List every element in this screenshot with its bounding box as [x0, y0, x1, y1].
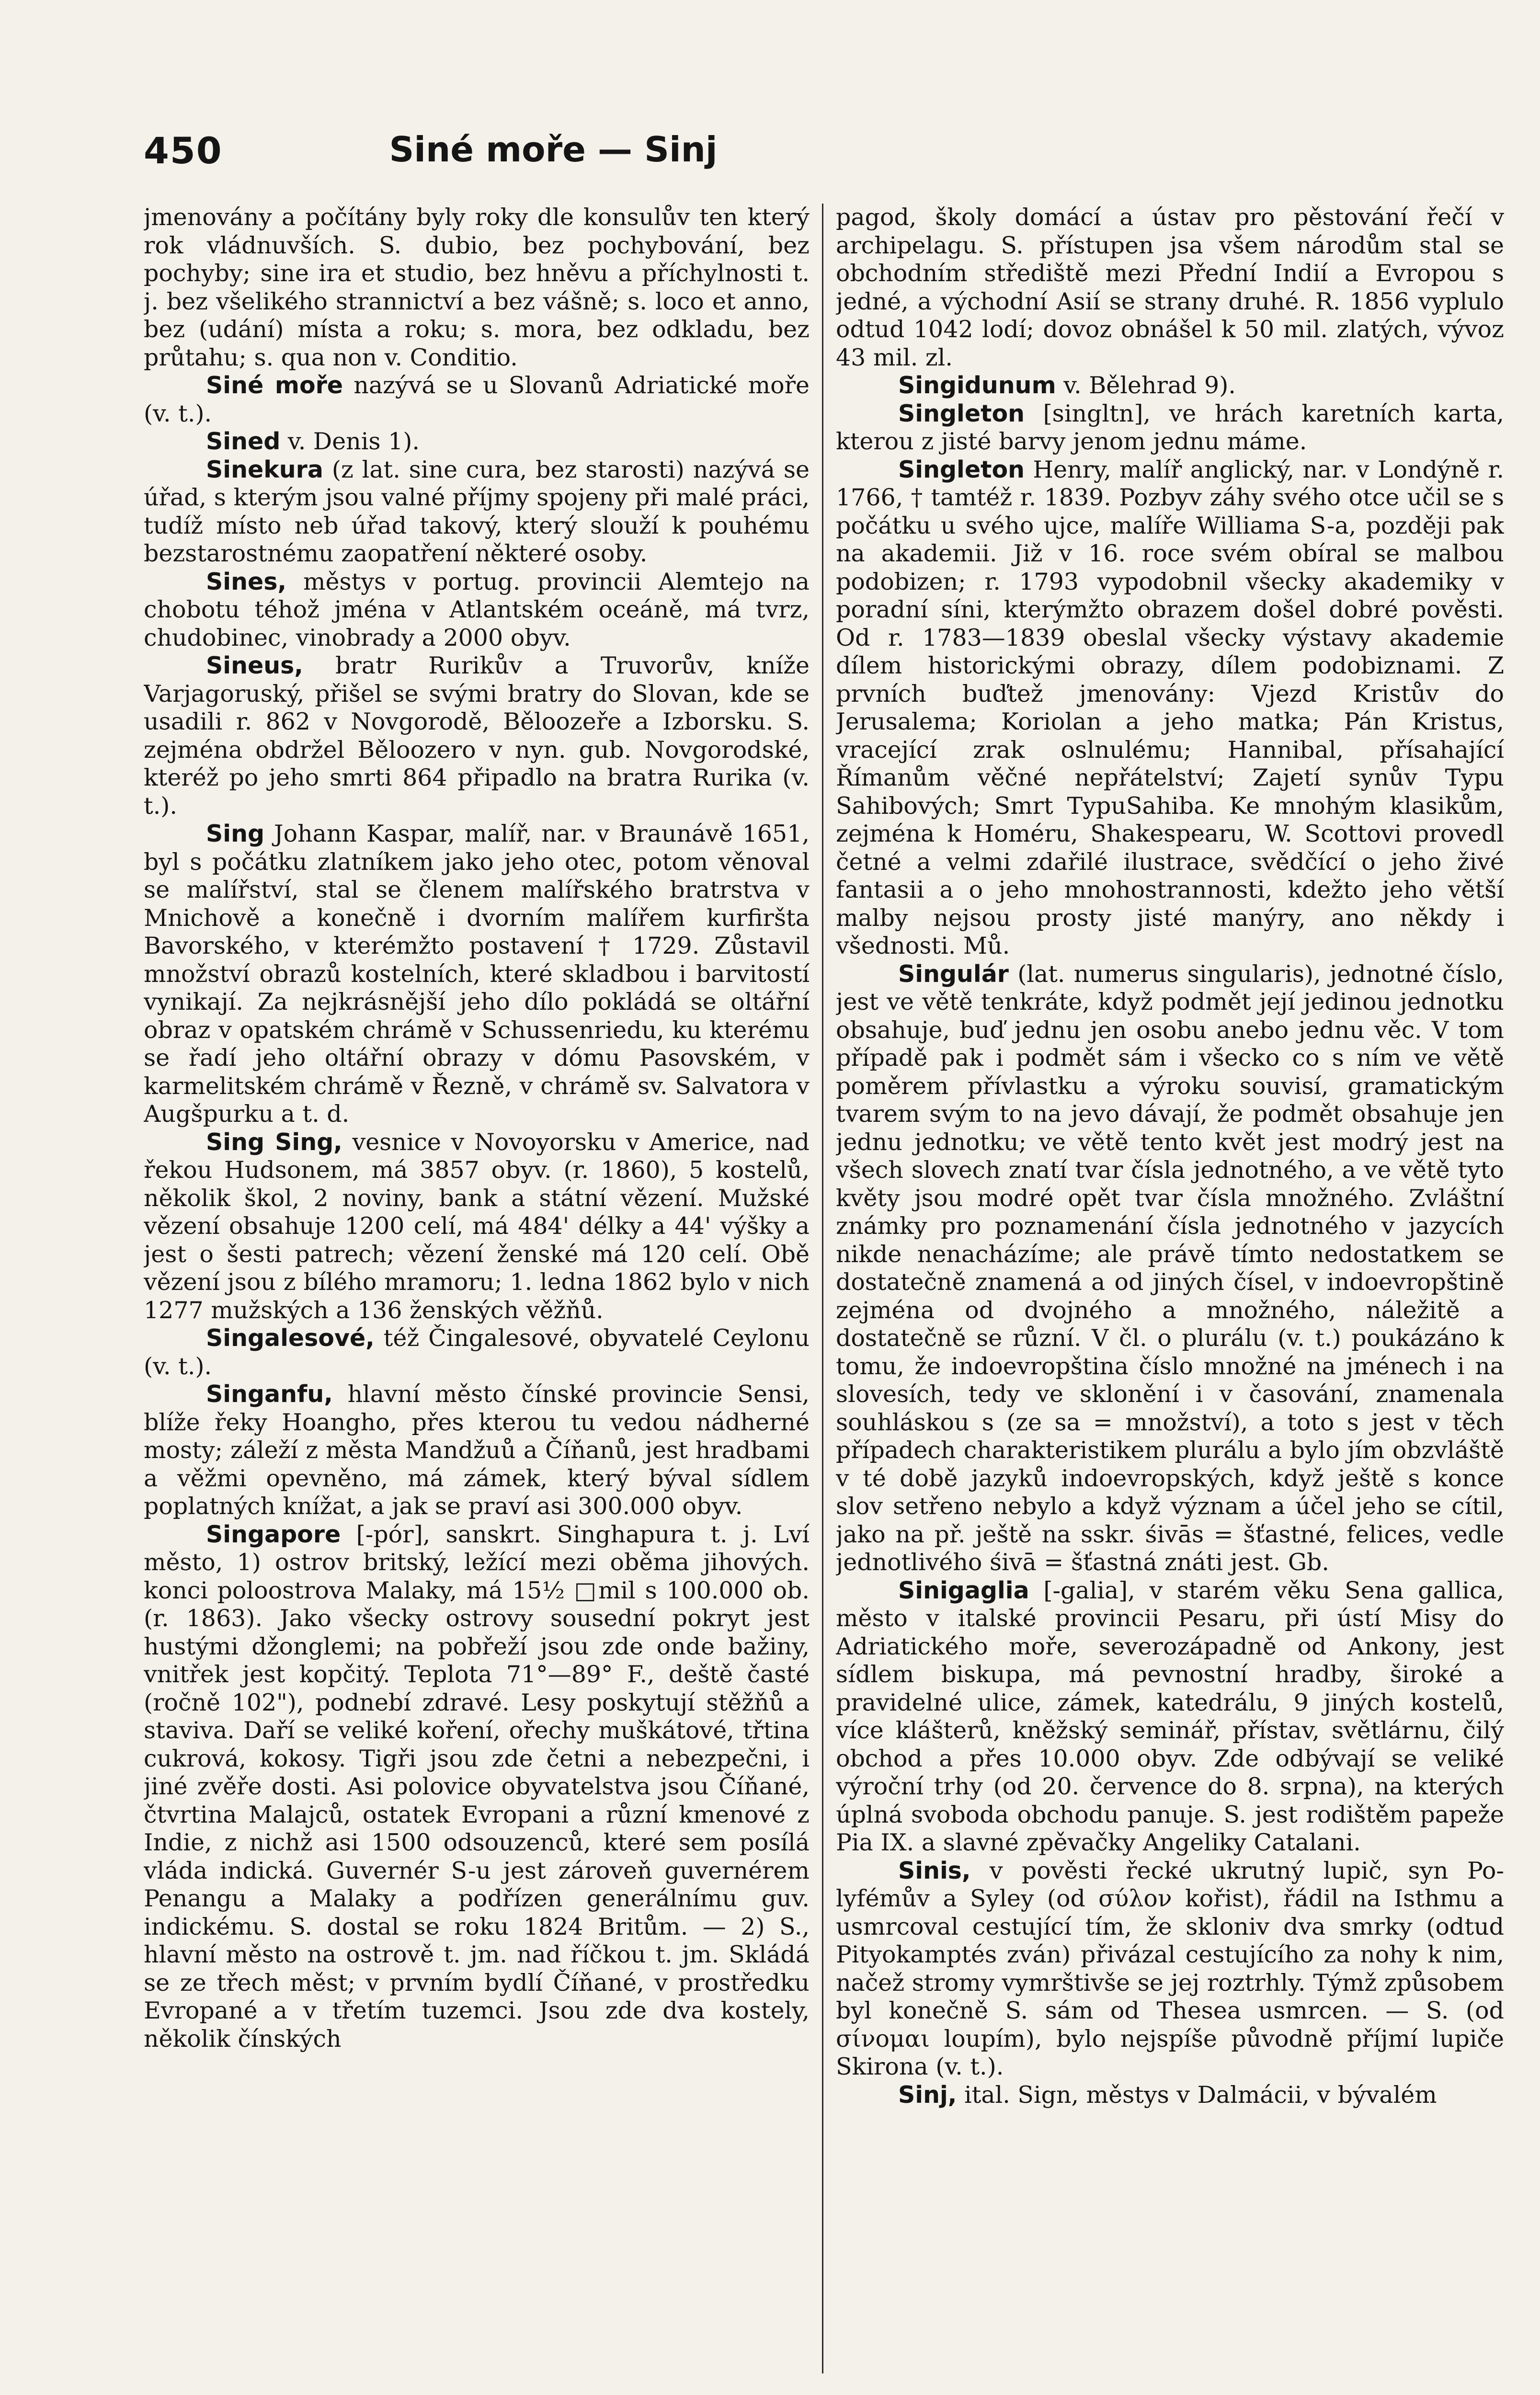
entry-text: Henry, malíř anglický, nar. v Londýně r. 1766, † tamtéž r. 1839. Pozbyv záhy svého otce učil se s počátku u svého ujce, malíře Williama S-a, později pak na akademii. Již v 16. roce svém obíral se malbou podobizen; r. 1793 vypodobnil všecky akademiky v poradní síni, kterýmžto obrazem došel dobré pověsti. Od r. 1783—1839 obeslal všecky výstavy akademie dílem historickými obrazy, dílem podobiznami. Z prvních buďtež jmenovány: Vjezd Kristův do Jerusalema; Koriolan a jeho matka; Pán Kristus, vracející zrak oslnulému; Hannibal, přísahající Římanům věčné nepřátelství; Zajetí synův Typu Sahibových; Smrt TypuSahiba. Ke mnohým klasikům, zejména k Homéru, Shakespearu, W. Scottovi provedl četné a velmi zdařilé ilustrace, svědčící o jeho živé fantasii a o jeho mnohostrannosti, kdežto jeho větší malby nejsou prosty jisté manýry, ano někdy i všednosti. Mů. — [836, 456, 1504, 959]
entry-text: Johann Kaspar, malíř, nar. v Braunávě 1651, byl s počátku zlatníkem jako jeho otec, potom věnoval se malířství, stal se členem malířského bratrstva v Mnichově a konečně i dvorním malířem kurfiršta Bavorského, v kterémžto postavení † 1729. Zůstavil množství obrazů kostelních, které skladbou i barvitostí vynikají. Za nejkrásnější jeho dílo pokládá se oltářní obraz v opatském chrámě v Schussenriedu, ku kterému se řadí jeho oltářní obrazy v dómu Pasovském, v karmelitském chrámě v Řezně, v chrámě sv. Salvatora v Augšpurku a t. d. — [144, 820, 810, 1128]
entry-headword: Sinj, — [898, 2081, 957, 2109]
dictionary-entry — [144, 820, 810, 1129]
entry-headword: Sinigaglia — [898, 1576, 1029, 1604]
dictionary-entry — [144, 204, 810, 372]
entry-headword: Sinekura — [206, 456, 323, 483]
entry-headword: Sineus, — [206, 652, 303, 679]
entry-text: též Čingalesové, obyvatelé Ceylonu (v. t.). — [144, 1324, 810, 1380]
entry-text: [-galia], v starém věku Sena gallica, město v italské provincii Pesaru, při ústí Misy do Adriatického moře, severozápadně od Ankony, jest sídlem biskupa, má pevnostní hradby, široké a pravidelné ulice, zámek, katedrálu, 9 jiných kostelů, více klášterů, kněžský seminář, přístav, světlárnu, čilý obchod a přes 10.000 obyv. Zde odbývají se veliké výroční trhy (od 20. července do 8. srpna), na kterých úplná svoboda obchodu panuje. S. jest rodištěm papeže Pia IX. a slavné zpěvačky Angeliky Catalani. — [836, 1576, 1504, 1856]
entry-text: [-pór], sanskrt. Singhapura t. j. Lví město, 1) ostrov britský, ležící mezi oběma jihových. konci poloostrova Malaky, má 15½ □mil s 100.000 ob. (r. 1863). Jako všecky ostrovy sousední pokryt jest hustými džonglemi; na pobřeží jsou zde onde bažiny, vnitřek jest kopčitý. Teplota 71°—89° F., deště časté (ročně 102"), podnebí zdravé. Lesy poskytují stěžňů a staviva. Daří se veliké koření, ořechy muškátové, třtina cukrová, kokosy. Tigři jsou zde četni a nebezpečni, i jiné zvěře dosti. Asi polovice obyvatelstva jsou Číňané, čtvrtina Malajců, ostatek Evropani a různí kmenové z Indie, z nichž asi 1500 odsouzenců, které sem posílá vláda indická. Guvernér S-u jest zároveň guvernérem Penangu a Malaky a podřízen generálnímu guv. indickému. S. dostal se roku 1824 Britům. — 2) S., hlavní město na ostrově t. jm. nad říčkou t. jm. Skládá se ze třech měst; v prvním bydlí Číňané, v prostředku Evropané a v třetím tuzemci. Jsou zde dva kostely, několik čínských — [144, 1520, 810, 2053]
entry-text: v. Denis 1). — [287, 428, 420, 455]
page-header — [144, 129, 963, 182]
entry-text: v pověsti řecké ukrutný lupič, syn Polyfémův a Syley (od σύλον kořist), řádil na Isthmu a usmrcoval cestující tím, že skloniv dva smrky (odtud Pityokamptés zván) přivázal cestujícího za nohy k nim, načež stromy vymrštivše se jej roztrhly. Týmž způsobem byl konečně S. sám od Thesea usmrcen. — S. (od σίνομαι loupím), bylo nejspíše původně příjmí lupiče Skirona (v. t.). — [836, 1857, 1504, 2080]
entry-headword: Singulár — [898, 960, 1009, 988]
dictionary-entry — [836, 960, 1504, 1577]
dictionary-entry — [836, 372, 1504, 400]
dictionary-entry — [144, 372, 810, 428]
dictionary-entry — [836, 204, 1504, 372]
dictionary-entry — [144, 456, 810, 568]
dictionary-entry — [144, 652, 810, 820]
dictionary-entry — [144, 428, 810, 456]
entry-headword: Sing Sing, — [206, 1128, 342, 1156]
entry-text: v. Bělehrad 9). — [1063, 372, 1236, 399]
dictionary-entry — [836, 400, 1504, 456]
entry-headword: Singidunum — [898, 372, 1056, 399]
running-head: Siné moře — Sinj — [389, 129, 718, 170]
entry-headword: Sing — [206, 820, 265, 847]
entry-text: bratr Rurikův a Truvorův, kníže Varjagoruský, přišel se svými bratry do Slovan, kde se usadili r. 862 v Novgorodě, Běloozeře a Izborsku. S. zejména obdržel Běloozero v nyn. gub. Novgorodské, kteréž po jeho smrti 864 připadlo na bratra Rurika (v. t.). — [144, 652, 810, 820]
entry-headword: Sinis, — [898, 1857, 971, 1884]
entry-text: hlavní město čínské provincie Sensi, blíže řeky Hoangho, přes kterou tu vedou nádherné mosty; záleží z města Mandžuů a Číňanů, jest hradbami a věžmi opevněno, má zámek, který býval sídlem poplatných knížat, a jak se praví asi 300.000 obyv. — [144, 1380, 810, 1520]
entry-text: ital. Sign, městys v Dalmácii, v bývalém — [964, 2081, 1437, 2109]
column-divider — [822, 204, 823, 2373]
dictionary-entry — [144, 1129, 810, 1325]
entry-headword: Sined — [206, 428, 281, 455]
entry-headword: Singleton — [898, 456, 1025, 483]
dictionary-entry — [144, 568, 810, 652]
entry-text: (lat. numerus singularis), jednotné číslo, jest ve větě tenkráte, když podmět její jedinou jednotku obsahuje, buď jednu jen osobu anebo jednu věc. V tom případě pak i podmět sám i všecko co s ním ve větě poměrem přívlastku a výroku souvisí, gramatickým tvarem svým to na jevo dávají, že podmět obsahuje jen jednu jednotku; ve větě tento květ jest modrý jest na všech slovech znatí tvar čísla jednotného, a ve větě tyto květy jsou modré opět tvar čísla množného. Zvláštní známky pro poznamenání čísla jednotného v jazycích nikde nenacházíme; ale právě tímto nedostatkem se dostatečně znamená a od jiných čísel, v indoevropštině zejména od dvojného a množného, náležitě a dostatečně se různí. V čl. o plurálu (v. t.) poukázáno k tomu, že indoevropština číslo množné na jménech i na slovesích, tedy ve sklonění i v časování, znamenala souhláskou s (ze sa = množství), a toto s jest v těch případech charakteristikem plurálu a bylo jím obzvláště v té době jazyků indoevropských, když ještě s konce slov setřeno nebylo a když význam a účel jeho se cítil, jako na př. ještě na sskr. śivās = šťastné, felices, vedle jednotlivého śivā = šťastná znáti jest. Gb. — [836, 960, 1504, 1576]
left-column — [144, 204, 810, 2395]
entry-headword: Sines, — [206, 568, 286, 595]
entry-headword: Siné moře — [206, 372, 343, 399]
right-column — [836, 204, 1504, 2395]
entry-text: jmenovány a počítány byly roky dle konsulův ten který rok vládnuvších. S. dubio, bez pochybování, bez pochyby; sine ira et studio, bez hněvu a příchylnosti t. j. bez všelikého strannictví a bez vášně; s. loco et anno, bez (udání) místa a roku; s. mora, bez odkladu, bez průtahu; s. qua non v. Conditio. — [144, 204, 810, 371]
dictionary-entry — [836, 1577, 1504, 1857]
entry-headword: Singapore — [206, 1520, 341, 1548]
entry-headword: Singanfu, — [206, 1380, 333, 1408]
entry-headword: Singalesové, — [206, 1324, 375, 1352]
entry-text: [singltn], ve hrách karetních karta, kterou z jisté barvy jenom jednu máme. — [836, 399, 1504, 455]
dictionary-entry — [836, 2081, 1504, 2110]
entry-text: nazývá se u Slovanů Adriatické moře (v. t.). — [144, 372, 810, 427]
entry-text: pagod, školy domácí a ústav pro pěstování řečí v archipelagu. S. přístupen jsa všem národům stal se obchodním střediště mezi Přední Indií a Evropou s jedné, a východní Asií se strany druhé. R. 1856 vyplulo odtud 1042 lodí; dovoz obnášel k 50 mil. zlatých, vývoz 43 mil. zl. — [836, 204, 1504, 371]
dictionary-entry — [144, 1521, 810, 2053]
dictionary-entry — [144, 1324, 810, 1380]
entry-text: vesnice v Novoyorsku v Americe, nad řekou Hudsonem, má 3857 obyv. (r. 1860), 5 kostelů, několik škol, 2 noviny, bank a státní vězení. Mužské vězení obsahuje 1200 celí, má 484' délky a 44' výšky a jest o šesti patrech; vězení ženské má 120 celí. Obě vězení jsou z bílého mramoru; 1. ledna 1862 bylo v nich 1277 mužských a 136 ženských věžňů. — [144, 1128, 810, 1324]
entry-text: městys v portug. provincii Alemtejo na chobotu téhož jména v Atlantském oceáně, má tvrz, chudobinec, vinobrady a 2000 obyv. — [144, 568, 810, 651]
entry-headword: Singleton — [898, 399, 1025, 427]
entry-text: (z lat. sine cura, bez starosti) nazývá se úřad, s kterým jsou valné příjmy spojeny při malé práci, tudíž místo neb úřad takový, který slouží k pouhému bezstarostnému zaopatření některé osoby. — [144, 456, 810, 567]
dictionary-entry — [836, 456, 1504, 960]
dictionary-entry — [836, 1857, 1504, 2081]
page-number: 450 — [144, 129, 223, 172]
dictionary-entry — [144, 1380, 810, 1521]
